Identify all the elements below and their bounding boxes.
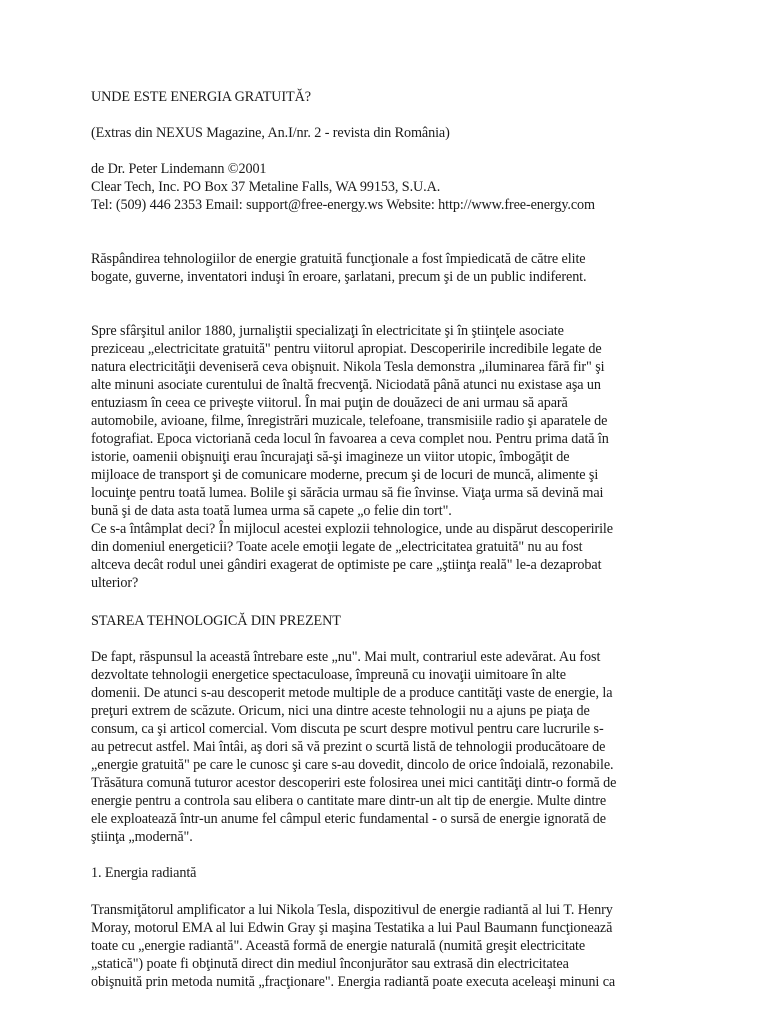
section-heading: STAREA TEHNOLOGICĂ DIN PREZENT [91,613,341,629]
author-line: de Dr. Peter Lindemann ©2001 [91,161,267,177]
present-paragraph [91,648,681,846]
text-line: „statică") poate fi obţinută direct din mediul înconjurător sau extrasă din electricitatea [91,956,569,972]
text-line: fotografiat. Epoca victoriană ceda locul în favoarea a ceva complet nou. Pentru prima dată în [91,431,609,447]
text-line: Moray, motorul EMA al lui Edwin Gray şi maşina Testatika a lui Paul Baumann funcţionează [91,920,613,936]
text-line: consum, ca şi articol comercial. Vom discuta pe scurt despre motivul pentru care lucrurile s- [91,721,604,737]
text-line: ele exploatează într-un anume fel câmpul eteric fundamental - o sursă de energie ignorată de [91,811,606,827]
text-line: altceva decât rodul unei gândiri exagerat de optimiste pe care „ştiinţa reală" le-a dezaprobat [91,557,602,573]
address-line: Clear Tech, Inc. PO Box 37 Metaline Falls, WA 99153, S.U.A. [91,179,441,195]
text-line: dezvoltate tehnologii energetice spectaculoase, împreună cu inovaţii uimitoare în alte [91,667,566,683]
text-line: bogate, guverne, inventatori induşi în eroare, şarlatani, precum şi de un public indiferent. [91,269,587,285]
text-line: De fapt, răspunsul la această întrebare este „nu". Mai mult, contrariul este adevărat. Au fost [91,649,601,665]
contact-line: Tel: (509) 446 2353 Email: support@free-energy.ws Website: http://www.free-energy.com [91,197,595,213]
text-line: Spre sfârşitul anilor 1880, jurnaliştii specializaţi în electricitate şi în ştiinţele asociate [91,323,564,339]
text-line: bună şi de data asta toată lumea urma să capete „o felie din tort". [91,503,452,519]
text-line: istorie, oamenii obişnuiţi erau încurajaţi să-şi imagineze un viitor utopic, îmbogăţit de [91,449,570,465]
text-line: ştiinţa „modernă". [91,829,193,845]
text-line: preţuri extrem de scăzute. Oricum, nici una dintre aceste tehnologii nu a ajuns pe piaţa de [91,703,590,719]
document-title: UNDE ESTE ENERGIA GRATUITĂ? [91,89,311,105]
author-block [91,160,681,214]
source-line: (Extras din NEXUS Magazine, An.I/nr. 2 - revista din România) [91,125,450,141]
subsection-heading: 1. Energia radiantă [91,865,197,881]
text-line: entuziasm în ceea ce priveşte viitorul. În mai puţin de douăzeci de ani urmau să apară [91,395,568,411]
text-line: preziceau „electricitate gratuită" pentru viitorul apropiat. Descoperirile incredibile legate de [91,341,602,357]
text-line: automobile, avioane, filme, înregistrări muzicale, telefoane, transmisiile radio şi aparatele de [91,413,608,429]
text-line: Trăsătura comună tuturor acestor descoperiri este folosirea unei mici cantităţi dintr-o formă de [91,775,617,791]
text-line: alte minuni asociate curentului de înaltă frecvenţă. Niciodată până atunci nu existase aşa un [91,377,601,393]
document-body [91,88,681,991]
text-line: natura electricităţii deveniseră ceva obişnuit. Nikola Tesla demonstra „iluminarea fără fir" şi [91,359,605,375]
text-line: Răspândirea tehnologiilor de energie gratuită funcţionale a fost împiedicată de către elite [91,251,586,267]
text-line: locuinţe pentru toată lumea. Bolile şi sărăcia urmau să fie învinse. Viaţa urma să devină mai [91,485,604,501]
text-line: din domeniul energeticii? Toate acele emoţii legate de „electricitatea gratuită" nu au fost [91,539,583,555]
intro-paragraph [91,250,681,286]
text-line: Ce s-a întâmplat deci? În mijlocul acestei explozii tehnologice, unde au dispărut descoperirile [91,521,613,537]
history-paragraph [91,322,681,592]
radiant-paragraph [91,901,681,991]
text-line: energie pentru a controla sau elibera o cantitate mare dintr-un alt tip de energie. Multe dintre [91,793,607,809]
text-line: mijloace de transport şi de comunicare moderne, precum şi de locuri de muncă, alimente şi [91,467,599,483]
text-line: toate cu „energie radiantă". Această formă de energie naturală (numită greşit electricitate [91,938,586,954]
text-line: domenii. De atunci s-au descoperit metode multiple de a produce cantităţi vaste de energie, la [91,685,613,701]
text-line: obişnuită prin metoda numită „fracţionare". Energia radiantă poate executa aceleaşi minuni ca [91,974,616,990]
text-line: Transmiţătorul amplificator a lui Nikola Tesla, dispozitivul de energie radiantă al lui T. Henry [91,902,613,918]
text-line: ulterior? [91,575,139,591]
text-line: „energie gratuită" pe care le cunosc şi care s-au dovedit, dincolo de orice îndoială, rezonabile. [91,757,614,773]
text-line: au petrecut astfel. Mai întâi, aş dori să vă prezint o scurtă listă de tehnologii producătoare de [91,739,606,755]
